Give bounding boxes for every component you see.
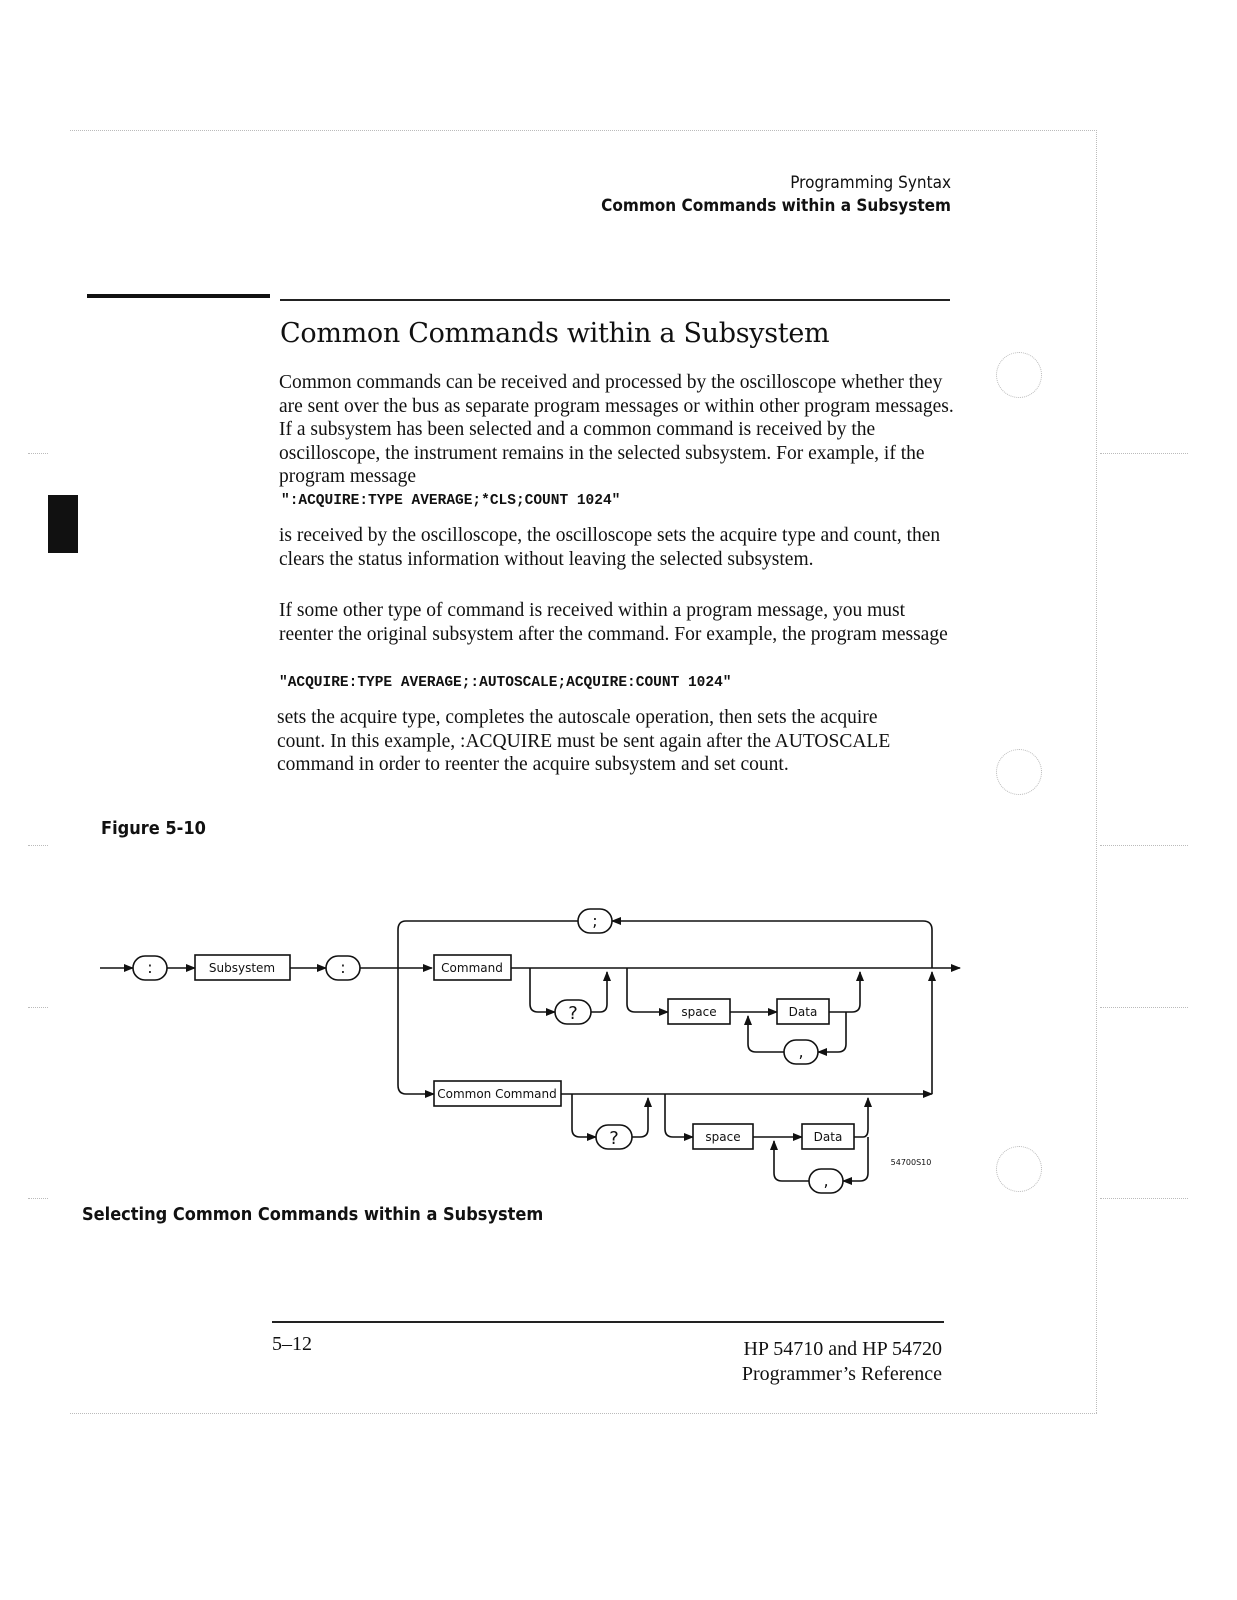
- footer-product: [742, 1337, 942, 1387]
- label-query-1: ?: [568, 1003, 578, 1024]
- footer-product-line-2: Programmer’s Reference: [741, 1363, 942, 1385]
- label-space-1: space: [681, 1005, 717, 1019]
- header-subsection: Common Commands within a Subsystem: [601, 196, 951, 216]
- label-space-2: space: [705, 1130, 741, 1144]
- label-semicolon: ;: [592, 911, 598, 930]
- code-example-1: ":ACQUIRE:TYPE AVERAGE;*CLS;COUNT 1024": [281, 493, 621, 509]
- footer-product-line-1: HP 54710 and HP 54720: [743, 1338, 942, 1360]
- footer-rule: [272, 1321, 944, 1323]
- label-comma-1: ,: [798, 1042, 804, 1061]
- code-example-2: "ACQUIRE:TYPE AVERAGE;:AUTOSCALE;ACQUIRE:COUNT 1024": [279, 675, 732, 691]
- label-comma-2: ,: [823, 1171, 829, 1190]
- figure-id-code: 54700S10: [890, 1158, 932, 1167]
- paragraph-2: is received by the oscilloscope, the oscilloscope sets the acquire type and count, then clears the status information without leaving the selected subsystem.: [279, 525, 941, 570]
- label-command: Command: [441, 961, 503, 975]
- header-section: Programming Syntax: [790, 173, 951, 193]
- paragraph-3: If some other type of command is received within a program message, you must reenter the original subsystem after the command. For example, the program message: [279, 600, 948, 645]
- figure-caption: Selecting Common Commands within a Subsystem: [82, 1204, 544, 1225]
- page-number: 5–12: [272, 1333, 312, 1355]
- label-data-1: Data: [788, 1005, 818, 1019]
- label-subsystem: Subsystem: [208, 961, 276, 975]
- paragraph-4: sets the acquire type, completes the autoscale operation, then sets the acquire count. In this example, :ACQUIRE must be sent again after the AUTOSCALE command in order to reenter the acquire subsystem and set count.: [277, 707, 891, 775]
- figure-label: Figure 5-10: [101, 818, 206, 839]
- label-query-2: ?: [609, 1128, 619, 1149]
- label-colon-start: :: [147, 958, 153, 977]
- label-data-2: Data: [813, 1130, 843, 1144]
- label-colon-mid: :: [340, 958, 346, 977]
- page-title: Common Commands within a Subsystem: [280, 318, 830, 349]
- label-common-command: Common Command: [437, 1087, 557, 1101]
- paragraph-1: Common commands can be received and processed by the oscilloscope whether they are sent over the bus as separate program messages or within other program messages. If a subsystem has been selected and a common command is received by the oscilloscope, the instrument remains in the selected subsystem. For example, if the program message: [279, 372, 954, 487]
